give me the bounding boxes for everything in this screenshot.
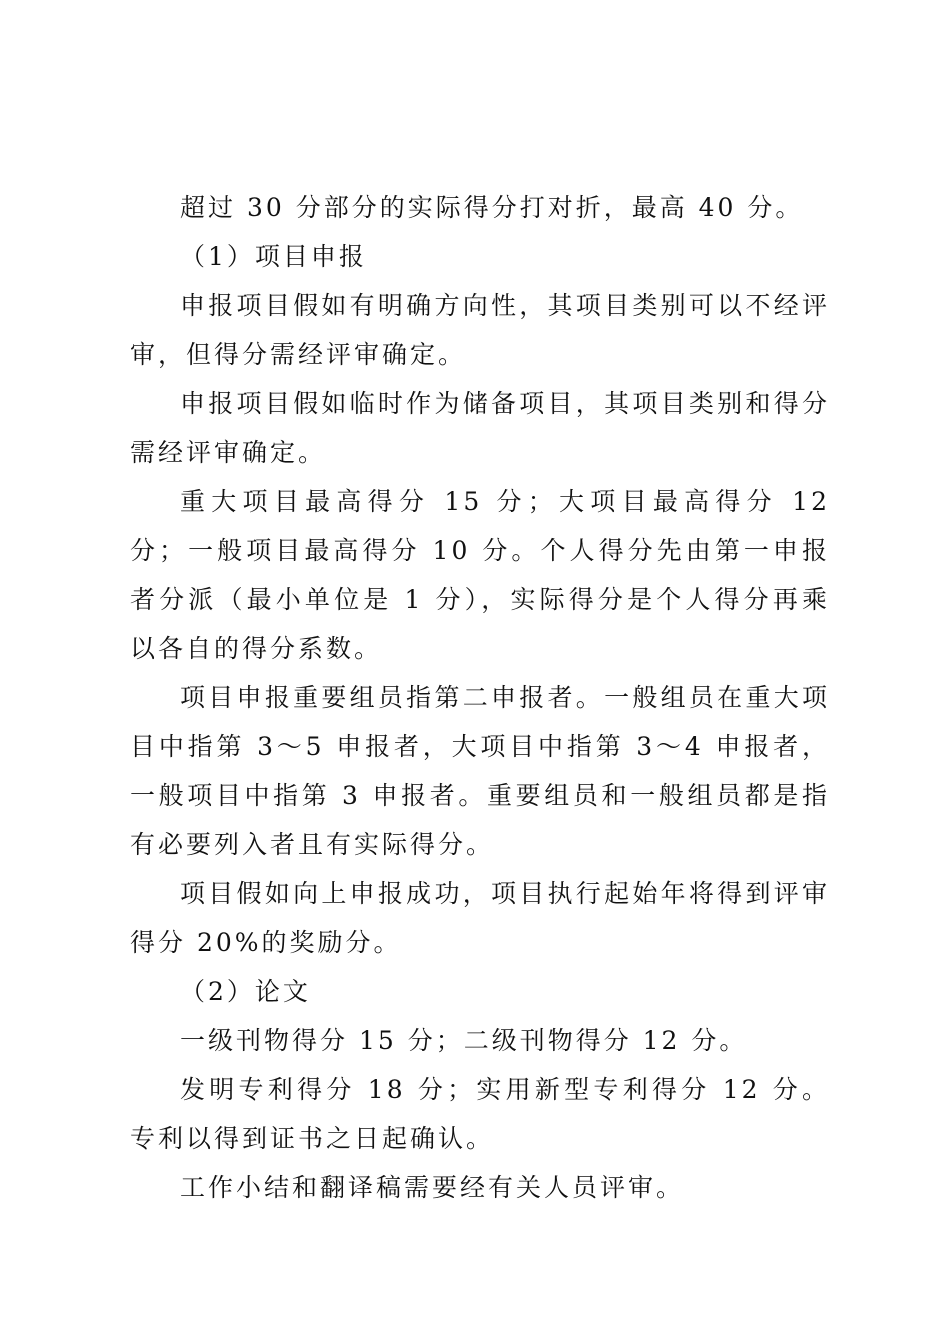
document-page — [130, 183, 830, 1212]
paragraph-score-cap: 超过 30 分部分的实际得分打对折，最高 40 分。 — [180, 193, 804, 222]
paragraph-clear-direction: 申报项目假如有明确方向性，其项目类别可以不经评审，但得分需经评审确定。 — [130, 291, 830, 369]
paragraph-max-scores: 重大项目最高得分 15 分；大项目最高得分 12 分；一般项目最高得分 10 分。个人得分先由第一申报者分派（最小单位是 1 分），实际得分是个人得分再乘以各自的得分系数。 — [130, 487, 830, 663]
section-heading-papers: （2）论文 — [180, 977, 311, 1006]
paragraph-patent-scores: 发明专利得分 18 分；实用新型专利得分 12 分。专利以得到证书之日起确认。 — [130, 1075, 830, 1153]
paragraph-reward-bonus: 项目假如向上申报成功，项目执行起始年将得到评审得分 20%的奖励分。 — [130, 879, 830, 957]
paragraph-work-summary: 工作小结和翻译稿需要经有关人员评审。 — [180, 1173, 685, 1202]
section-heading-project-application: （1）项目申报 — [180, 242, 367, 271]
paragraph-team-members: 项目申报重要组员指第二申报者。一般组员在重大项目中指第 3～5 申报者，大项目中指第 3～4 申报者，一般项目中指第 3 申报者。重要组员和一般组员都是指有必要列入者且有实际得分。 — [130, 683, 830, 859]
paragraph-journal-scores: 一级刊物得分 15 分；二级刊物得分 12 分。 — [180, 1026, 748, 1055]
paragraph-reserve-project: 申报项目假如临时作为储备项目，其项目类别和得分需经评审确定。 — [130, 389, 830, 467]
